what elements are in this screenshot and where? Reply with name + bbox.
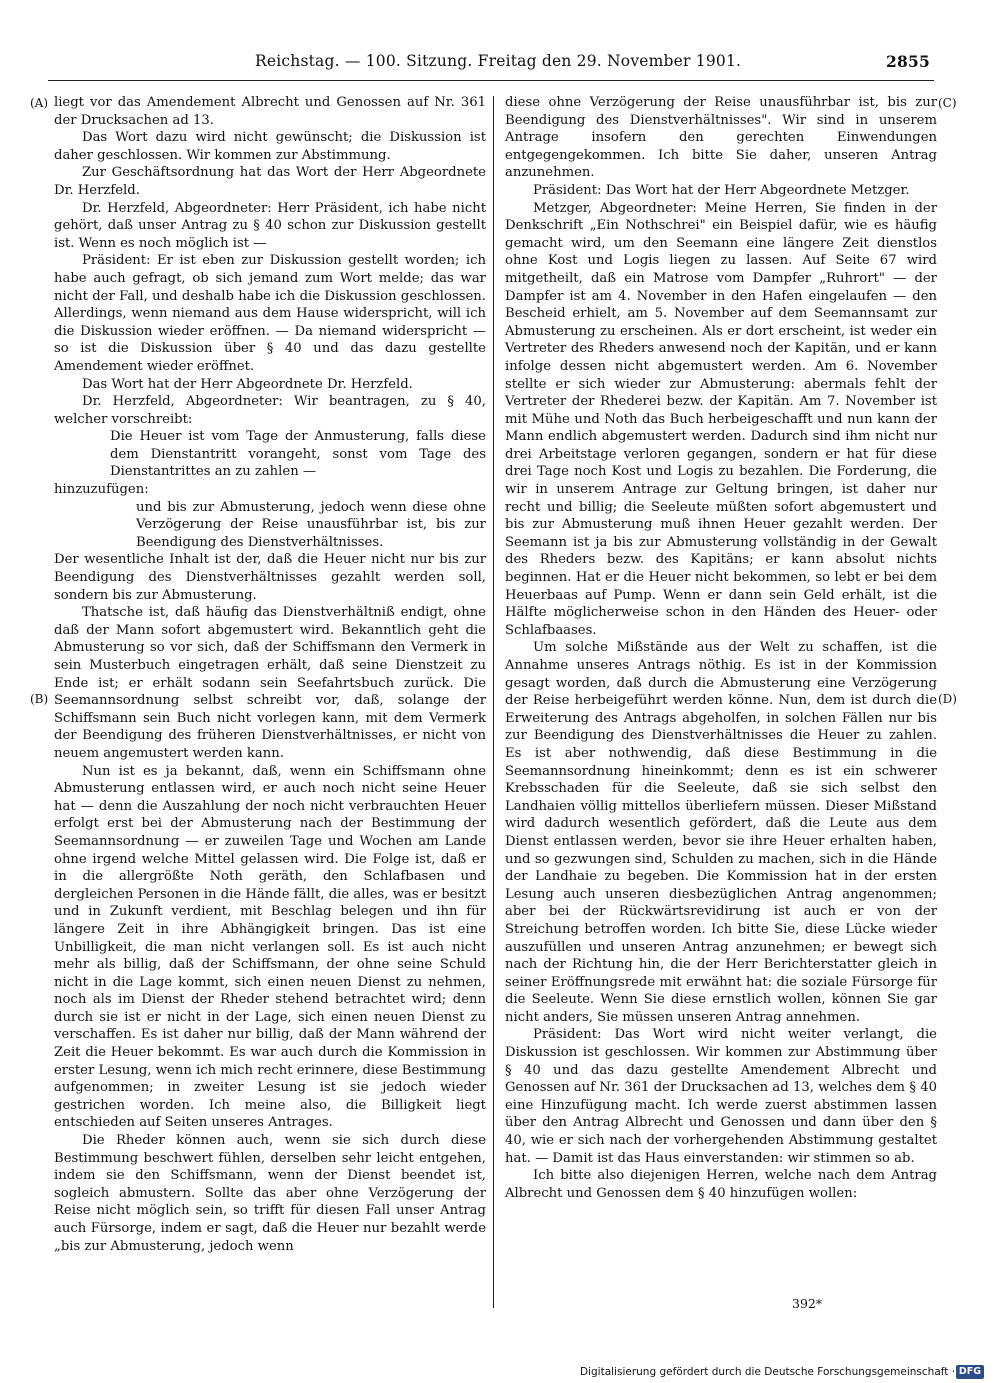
margin-mark-a: (A): [30, 96, 49, 110]
paragraph: Nun ist es ja bekannt, daß, wenn ein Schiffsmann ohne Abmusterung entlassen wird, er auch noch nicht seine Heuer hat — denn die Auszahlung der noch nicht verbrauchten Heuer erfolgt erst bei der Abmusterung nach der Bestimmung der Seemannsordnung — er zuweilen Tage und Wochen am Lande ohne irgend welche Mittel gelassen wird. Die Folge ist, daß er in die allergrößte Noth geräth, den Schlafbasen und dergleichen Personen in die Hände fällt, die alles, was er besitzt und in Zukunft verdient, mit Beschlag belegen und ihn für längere Zeit in ihre Abhängigkeit bringen. Das ist eine Unbilligkeit, die man nicht verlangen soll. Es ist auch nicht mehr als billig, daß der Schiffsmann, der ohne seine Schuld nicht in die Lage kommt, sich einen neuen Dienst zu nehmen, noch als im Dienst der Rheder stehend betrachtet wird; denn durch sie ist er nicht in der Lage, sich einen neuen Dienst zu verschaffen. Es ist daher nur billig, daß der Mann während der Zeit die Heuer bekommt. Es war auch durch die Kommission in erster Lesung, wenn ich mich recht erinnere, diese Bestimmung aufgenommen; in zweiter Lesung ist sie jedoch wieder gestrichen worden. Ich meine also, die Billigkeit liegt entschieden auf Seiten unseres Antrages.: [54, 763, 486, 1131]
paragraph: Ich bitte also diejenigen Herren, welche nach dem Antrag Albrecht und Genossen dem § 40 hinzufügen wollen:: [505, 1168, 937, 1201]
margin-mark-c: (C): [938, 96, 957, 110]
page-number: 2855: [886, 52, 930, 71]
paragraph: Um solche Mißstände aus der Welt zu schaffen, ist die Annahme unseres Antrags nöthig. Es ist in der Kommission gesagt worden, daß durch die Abmusterung eine Verzögerung der Reise herbeigeführt werden könne. Nun, dem ist durch die Erweiterung des Antrags abgeholfen, in solchen Fällen nur bis zur Beendigung des Dienstverhältnisses die Heuer zu zahlen. Es ist aber nothwendig, daß diese Bestimmung in die Seemannsordnung hineinkommt; denn es ist ein schwerer Krebsschaden für die Seeleute, daß sie sich selbst den Landhaien völlig mittellos überliefern müssen. Dieser Mißstand wird dadurch wesentlich gefördert, daß die Leute aus dem Dienst entlassen werden, bevor sie ihre Heuer erhalten haben, und so gezwungen sind, Schulden zu machen, sich in die Hände der Landhaie zu begeben. Die Kommission hat in der ersten Lesung auch unseren diesbezüglichen Antrag angenommen; aber bei der Rückwärtsrevidirung ist auch er von der Streichung betroffen worden. Ich bitte Sie, diese Lücke wieder auszufüllen und unseren Antrag anzunehmen; er bewegt sich nach der Richtung hin, die der Herr Berichterstatter gleich in seiner Eröffnungsrede mit erwähnt hat: die soziale Fürsorge für die Seeleute. Wenn Sie diese ernstlich wollen, können Sie gar nicht anders, Sie müssen unseren Antrag annehmen.: [505, 640, 937, 1025]
page-header: [50, 50, 930, 74]
funding-credit: Digitalisierung gefördert durch die Deutsche Forschungsgemeinschaft ·: [580, 1366, 956, 1378]
column-divider: [493, 96, 494, 1308]
dfg-logo: DFG: [956, 1365, 984, 1379]
digitization-footer: [580, 1366, 990, 1380]
signature-mark: 392*: [792, 1296, 823, 1311]
paragraph: Thatsche ist, daß häufig das Dienstverhältniß endigt, ohne daß der Mann sofort abgemustert wird. Bekanntlich geht die Abmusterung so vor sich, daß der Schiffsmann den Vermerk in sein Musterbuch eingetragen erhält, daß seine Dienstzeit zu Ende ist; er erhält sodann sein Seefahrtsbuch zurück. Die Seemannsordnung selbst schreibt vor, daß, solange der Schiffsmann sein Buch nicht vorlegen kann, mit dem Vermerk der Beendigung des früheren Dienstverhältnisses, er nicht von neuem angemustert werden kann.: [54, 605, 486, 761]
president-paragraph: Präsident: Das Wort hat der Herr Abgeordnete Metzger.: [533, 182, 910, 198]
margin-mark-b: (B): [30, 692, 49, 706]
paragraph: Der wesentliche Inhalt ist der, daß die Heuer nicht nur bis zur Beendigung des Dienstverhältnisses gezahlt werden soll, sondern bis zur Abmusterung.: [54, 552, 486, 603]
paragraph: diese ohne Verzögerung der Reise unausführbar ist, bis zur Beendigung des Dienstverhältnisses". Wir sind in unserem Antrage insofern den gerechten Einwendungen entgegengekommen. Ich bitte Sie daher, unseren Antrag anzunehmen.: [505, 95, 937, 181]
paragraph: Die Rheder können auch, wenn sie sich durch diese Bestimmung beschwert fühlen, derselben sehr leicht entgehen, indem sie den Schiffsmann, wenn der Dienst beendet ist, sogleich abmustern. Sollte das aber ohne Verzögerung der Reise nicht möglich sein, so trifft für diesen Fall unser Antrag auch Fürsorge, indem er sagt, daß die Heuer nur bezahlt werde „bis zur Abmusterung, jedoch wenn: [54, 1133, 486, 1254]
speaker-paragraph: Metzger, Abgeordneter: Meine Herren, Sie finden in der Denkschrift „Ein Nothschrei" ein Beispiel dafür, wie es häufig gemacht wird, um den Seemann eine längere Zeit dienstlos ohne Kost und Logis liegen zu lassen. Auf Seite 67 wird mitgetheilt, daß ein Matrose vom Dampfer „Ruhrort" — der Dampfer ist am 4. November in den Hafen eingelaufen — den Bescheid erhielt, am 5. November auf dem Seemannsamt zur Abmusterung zu erscheinen. Als er dort erscheint, ist weder ein Vertreter des Rheders anwesend noch der Kapitän, und er kann infolge dessen nicht abgemustert werden. Am 6. November stellte er sich wieder zur Abmusterung: abermals fehlt der Vertreter der Rhederei bezw. der Kapitän. Am 7. November ist mit Mühe und Noth das Buch herbeigeschafft und nun kann der Mann endlich abgemustert werden. Dadurch sind ihm nicht nur drei Arbeitstage verloren gegangen, sondern er hat für diese drei Tage noch Kost und Logis zu bezahlen. Die Forderung, die wir in unserem Antrage zur Geltung bringen, ist daher nur recht und billig; die Seeleute müßten sofort abgemustert und bis zur Abmusterung muß ihnen Heuer gezahlt werden. Der Seemann ist ja bis zur Abmusterung vollständig in der Gewalt des Rheders bezw. des Kapitäns; er kann absolut nichts beginnen. Hat er die Heuer nicht bekommen, so lebt er bei dem Heuerbaas auf Pump. Wenn er dann sein Geld erhält, ist die Hälfte möglicherweise schon in den Händen des Heuer- oder Schlafbaases.: [505, 200, 937, 638]
quoted-clause: Die Heuer ist vom Tage der Anmusterung, falls diese dem Dienstantritt vorangeht, sonst vom Tage des Dienstantrittes an zu zahlen —: [110, 429, 486, 480]
margin-mark-d: (D): [938, 692, 957, 706]
paragraph: liegt vor das Amendement Albrecht und Genossen auf Nr. 361 der Drucksachen ad 13.: [54, 95, 486, 128]
running-title: Reichstag. — 100. Sitzung. Freitag den 29. November 1901.: [255, 52, 742, 70]
paragraph: Das Wort hat der Herr Abgeordnete Dr. Herzfeld.: [82, 376, 413, 392]
president-paragraph: Präsident: Das Wort wird nicht weiter verlangt, die Diskussion ist geschlossen. Wir kommen zur Abstimmung über § 40 und das dazu gestellte Amendement Albrecht und Genossen auf Nr. 361 der Drucksachen ad 13, welches dem § 40 eine Hinzufügung macht. Ich werde zuerst abstimmen lassen über den Antrag Albrecht und Genossen und dann über den § 40, wie er sich nach der vorhergehenden Abstimmung gestaltet hat. — Damit ist das Haus einverstanden: wir stimmen so ab.: [505, 1027, 937, 1166]
left-column: [54, 94, 486, 1255]
speaker-paragraph: Dr. Herzfeld, Abgeordneter: Herr Präsident, ich habe nicht gehört, daß unser Antrag zu § 40 schon zur Diskussion gestellt ist. Wenn es noch möglich ist —: [54, 200, 486, 251]
quoted-clause: und bis zur Abmusterung, jedoch wenn diese ohne Verzögerung der Reise unausführbar ist, bis zur Beendigung des Dienstverhältnisses.: [136, 499, 486, 550]
paragraph: hinzuzufügen:: [54, 482, 149, 498]
paragraph: Zur Geschäftsordnung hat das Wort der Herr Abgeordnete Dr. Herzfeld.: [54, 165, 486, 198]
paragraph: Das Wort dazu wird nicht gewünscht; die Diskussion ist daher geschlossen. Wir kommen zur Abstimmung.: [54, 130, 486, 163]
header-rule: [48, 80, 934, 81]
president-paragraph: Präsident: Er ist eben zur Diskussion gestellt worden; ich habe auch gefragt, ob sich jemand zum Wort melde; das war nicht der Fall, und deshalb habe ich die Diskussion geschlossen. Allerdings, wenn niemand aus dem Hause widerspricht, will ich die Diskussion wieder eröffnen. — Da niemand widerspricht — so ist die Diskussion über § 40 und das dazu gestellte Amendement wieder eröffnet.: [54, 253, 486, 374]
right-column: [505, 94, 937, 1202]
speaker-paragraph: Dr. Herzfeld, Abgeordneter: Wir beantragen, zu § 40, welcher vorschreibt:: [54, 394, 486, 427]
